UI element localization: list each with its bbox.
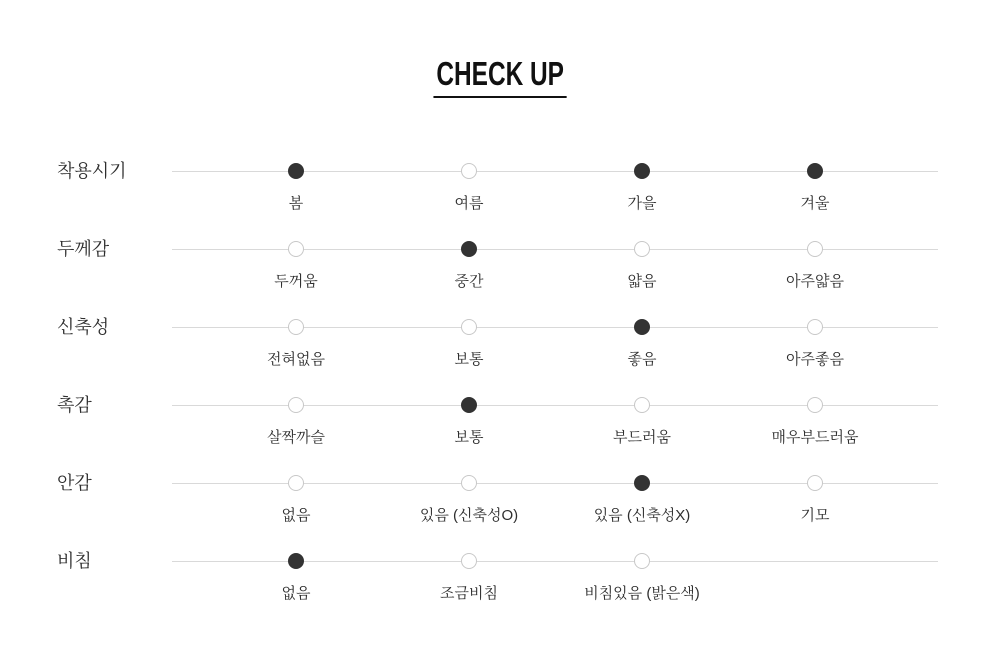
row-label: 비침 bbox=[57, 551, 92, 571]
option-dot-empty bbox=[807, 397, 823, 413]
option-label: 보통 bbox=[454, 429, 484, 446]
option-dot-empty bbox=[288, 397, 304, 413]
scale-line bbox=[172, 249, 938, 250]
option-label: 없음 bbox=[281, 507, 311, 524]
option-label: 부드러움 bbox=[613, 429, 671, 446]
option-dot-selected bbox=[634, 475, 650, 491]
option-dot-empty bbox=[634, 397, 650, 413]
option-dot-empty bbox=[288, 475, 304, 491]
row-label: 두께감 bbox=[57, 239, 110, 259]
option-label: 아주얇음 bbox=[786, 273, 844, 290]
row-label: 착용시기 bbox=[57, 161, 127, 181]
option-label: 기모 bbox=[800, 507, 830, 524]
option-dot-empty bbox=[807, 241, 823, 257]
option-label: 두꺼움 bbox=[274, 273, 318, 290]
scale-line bbox=[172, 405, 938, 406]
option-dot-selected bbox=[288, 553, 304, 569]
attribute-row bbox=[0, 462, 1000, 540]
option-label: 얇음 bbox=[627, 273, 657, 290]
option-label: 좋음 bbox=[627, 351, 657, 368]
attribute-row bbox=[0, 540, 1000, 618]
row-label: 안감 bbox=[57, 473, 92, 493]
option-label: 매우부드러움 bbox=[771, 429, 859, 446]
option-dot-empty bbox=[461, 163, 477, 179]
option-label: 없음 bbox=[281, 585, 311, 602]
option-dot-selected bbox=[288, 163, 304, 179]
option-dot-empty bbox=[634, 241, 650, 257]
option-dot-selected bbox=[461, 397, 477, 413]
option-dot-empty bbox=[288, 241, 304, 257]
option-label: 중간 bbox=[454, 273, 484, 290]
option-dot-empty bbox=[461, 319, 477, 335]
option-dot-selected bbox=[807, 163, 823, 179]
option-label: 전혀없음 bbox=[267, 351, 325, 368]
attribute-rows bbox=[0, 150, 1000, 618]
option-label: 비침있음 (밝은색) bbox=[584, 585, 700, 602]
option-dot-empty bbox=[807, 319, 823, 335]
option-label: 보통 bbox=[454, 351, 484, 368]
attribute-row bbox=[0, 228, 1000, 306]
scale-line bbox=[172, 171, 938, 172]
option-label: 조금비침 bbox=[440, 585, 498, 602]
option-dot-empty bbox=[634, 553, 650, 569]
attribute-row bbox=[0, 150, 1000, 228]
option-label: 있음 (신축성O) bbox=[419, 507, 519, 524]
option-label: 아주좋음 bbox=[786, 351, 844, 368]
option-label: 겨울 bbox=[800, 195, 830, 212]
attribute-row bbox=[0, 306, 1000, 384]
option-dot-empty bbox=[807, 475, 823, 491]
row-label: 신축성 bbox=[57, 317, 110, 337]
option-dot-selected bbox=[461, 241, 477, 257]
scale-line bbox=[172, 327, 938, 328]
scale-line bbox=[172, 561, 938, 562]
option-label: 가을 bbox=[627, 195, 657, 212]
option-dot-selected bbox=[634, 319, 650, 335]
option-dot-empty bbox=[288, 319, 304, 335]
option-dot-empty bbox=[461, 553, 477, 569]
page-title: CHECK UP bbox=[433, 57, 566, 98]
option-dot-selected bbox=[634, 163, 650, 179]
option-dot-empty bbox=[461, 475, 477, 491]
title-wrap bbox=[0, 57, 1000, 98]
row-label: 촉감 bbox=[57, 395, 92, 415]
option-label: 있음 (신축성X) bbox=[593, 507, 691, 524]
option-label: 살짝까슬 bbox=[267, 429, 325, 446]
attribute-row bbox=[0, 384, 1000, 462]
option-label: 봄 bbox=[288, 195, 304, 212]
scale-line bbox=[172, 483, 938, 484]
option-label: 여름 bbox=[454, 195, 484, 212]
